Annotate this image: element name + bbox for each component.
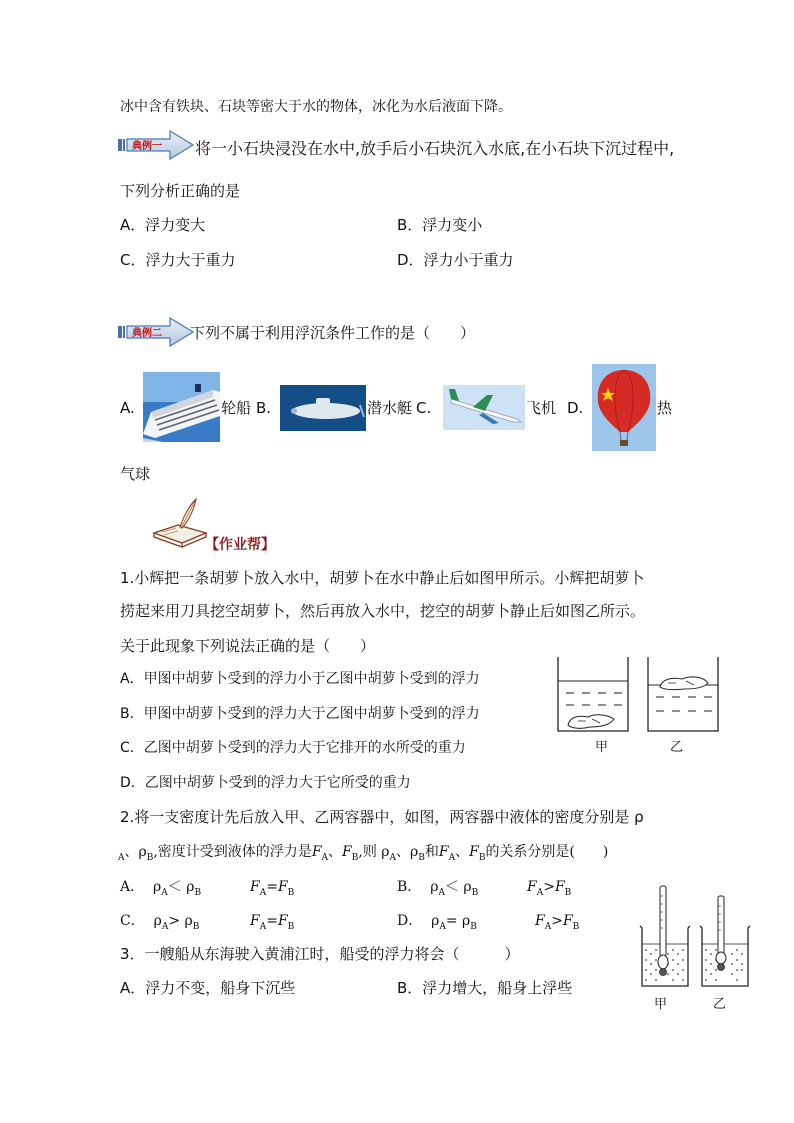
q2-option-b-force [527, 877, 571, 903]
q2-option-d-force [535, 911, 579, 937]
q1-figure-label-yi: 乙 [670, 740, 684, 755]
force-symbol: F [562, 913, 573, 929]
sub-b: B [478, 852, 486, 863]
relation: = [266, 913, 278, 929]
example-badge-label: 典例二 [132, 328, 162, 339]
sub-b: B [194, 887, 202, 898]
force-symbol: F [277, 879, 288, 895]
option-a-text: 轮船 [221, 399, 252, 417]
sub-b: B [351, 852, 359, 863]
sub-a: A [439, 921, 446, 932]
option-c-text: 飞机 [526, 399, 557, 417]
q2-option-c [120, 911, 199, 937]
force-symbol: F [277, 913, 288, 929]
intro-line: 冰中含有铁块、石块等密大于水的物体，冰化为水后液面下降。 [120, 99, 512, 115]
q2-line2-part: ,则 ρ [358, 844, 390, 860]
carrot-beakers-figure [556, 655, 726, 735]
airplane-image [443, 385, 525, 430]
rho-symbol: ρ [430, 879, 439, 895]
force-symbol: F [554, 879, 565, 895]
sub-a: A [118, 852, 125, 863]
q2-option-b [397, 877, 478, 903]
option-c-letter: C. [416, 399, 432, 417]
example2-stem: 下列不属于利用浮沉条件工作的是（ ） [190, 324, 476, 342]
relation: = ρ [445, 913, 471, 929]
option-d-text-part1: 热 [657, 399, 673, 417]
sub-b: B [418, 852, 425, 863]
notebook-pen-icon [150, 497, 210, 549]
q1-option-c: C．乙图中胡萝卜受到的浮力大于它排开的水所受的重力 [120, 740, 466, 756]
sub-a: A [321, 852, 329, 863]
option-a-letter: A. [120, 399, 135, 417]
q1-option-d: D．乙图中胡萝卜受到的浮力大于它所受的重力 [120, 775, 411, 791]
sub-b: B [192, 921, 200, 932]
example1-option-b: B．浮力变小 [397, 216, 483, 234]
q2-option-d [397, 911, 477, 937]
relation: > [551, 913, 563, 929]
q2-line2-part: 的关系分别是( ) [485, 844, 609, 860]
option-d-letter: D. [567, 399, 584, 417]
sub-b: B [572, 921, 580, 932]
relation: ＜ ρ [167, 879, 195, 895]
q2-line2-part: 和 [424, 844, 439, 860]
q2-figure-label-yi: 乙 [713, 997, 727, 1012]
q2-line2 [118, 842, 608, 868]
example-badge-label: 典例一 [132, 141, 162, 152]
option-letter: B． [397, 879, 422, 895]
relation: > ρ [168, 913, 193, 929]
sub-a: A [438, 887, 445, 898]
force-symbol: F [438, 844, 449, 860]
relation: > [543, 879, 555, 895]
example1-option-a: A．浮力变大 [120, 216, 206, 234]
force-symbol: F [311, 844, 322, 860]
cruise-ship-image [143, 372, 220, 442]
q2-line2-part: 、ρ [396, 844, 419, 860]
sub-a: A [259, 921, 267, 932]
rho-symbol: ρ [431, 913, 440, 929]
option-b-letter: B. [256, 399, 272, 417]
q1-option-a: A．甲图中胡萝卜受到的浮力小于乙图中胡萝卜受到的浮力 [120, 671, 480, 687]
q3-option-b: B．浮力增大，船身上浮些 [397, 979, 573, 997]
sub-a: A [161, 921, 169, 932]
rho-symbol: ρ [153, 913, 162, 929]
submarine-image [280, 385, 366, 431]
sub-a: A [389, 852, 397, 863]
force-symbol: F [469, 844, 479, 860]
option-letter: C． [120, 913, 145, 929]
force-symbol: F [250, 913, 260, 929]
homework-title: 【作业帮】 [205, 537, 275, 553]
hydrometer-beakers-figure [638, 882, 758, 992]
relation: ＜ ρ [444, 879, 472, 895]
option-d-text-part2: 气球 [120, 465, 151, 483]
sub-a: A [544, 921, 552, 932]
example1-option-d: D．浮力小于重力 [397, 251, 514, 269]
example-badge-1 [118, 130, 194, 160]
sub-b: B [287, 887, 295, 898]
sub-b: B [471, 887, 479, 898]
force-symbol: F [342, 844, 352, 860]
sub-a: A [259, 887, 267, 898]
option-letter: D． [397, 913, 423, 929]
q1-line1: 1.小辉把一条胡萝卜放入水中，胡萝卜在水中静止后如图甲所示。小辉把胡萝卜 [120, 569, 645, 587]
q1-line3: 关于此现象下列说法正确的是（ ） [120, 637, 376, 655]
sub-b: B [564, 887, 572, 898]
q1-figure-label-jia: 甲 [595, 740, 609, 755]
sub-b: B [146, 852, 154, 863]
example1-stem-line2: 下列分析正确的是 [120, 182, 241, 200]
force-symbol: F [535, 913, 545, 929]
q3-stem: 3．一艘船从东海驶入黄浦江时，船受的浮力将会（ ） [120, 945, 520, 963]
q2-option-a [120, 877, 201, 903]
example1-stem-line1: 将一小石块浸没在水中,放手后小石块沉入水底,在小石块下沉过程中, [195, 139, 675, 158]
q2-line1: 2.将一支密度计先后放入甲、乙两容器中，如图，两容器中液体的密度分别是 ρ [120, 808, 644, 826]
force-symbol: F [250, 879, 260, 895]
q2-line2-part: 、ρ [124, 844, 147, 860]
q1-option-b: B．甲图中胡萝卜受到的浮力大于乙图中胡萝卜受到的浮力 [120, 706, 480, 722]
relation: = [266, 879, 278, 895]
force-symbol: F [527, 879, 537, 895]
option-b-text: 潜水艇 [367, 399, 413, 417]
example-badge-2 [118, 317, 194, 347]
q2-figure-label-jia: 甲 [654, 997, 668, 1012]
q2-line2-part: 、 [328, 844, 343, 860]
q2-line2-part: ,密度计受到液体的浮力是 [153, 844, 312, 860]
q3-option-a: A．浮力不变，船身下沉些 [120, 979, 296, 997]
q2-option-c-force [250, 911, 294, 937]
q2-option-a-force [250, 877, 294, 903]
option-letter: A． [120, 879, 145, 895]
sub-b: B [287, 921, 295, 932]
q1-line2: 捞起来用刀具挖空胡萝卜，然后再放入水中，挖空的胡萝卜静止后如图乙所示。 [120, 602, 646, 620]
rho-symbol: ρ [153, 879, 162, 895]
sub-a: A [161, 887, 168, 898]
sub-a: A [536, 887, 544, 898]
hot-air-balloon-image [592, 364, 656, 451]
sub-b: B [470, 921, 477, 932]
sub-a: A [448, 852, 456, 863]
q2-line2-part: 、 [455, 844, 470, 860]
example1-option-c: C．浮力大于重力 [120, 251, 236, 269]
